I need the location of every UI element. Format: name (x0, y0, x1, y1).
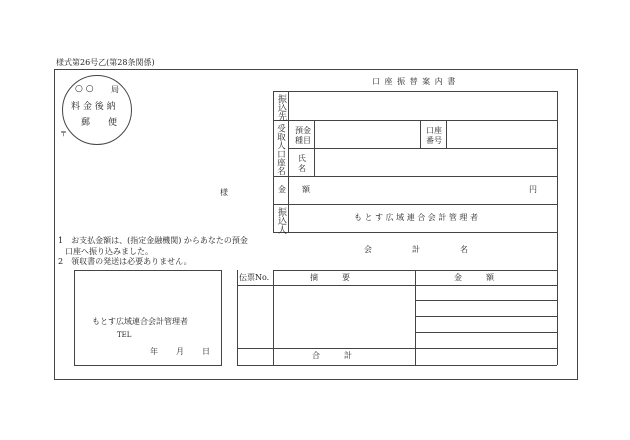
rule-account-number-right (446, 120, 447, 148)
rule-detail-voucher-col (273, 270, 274, 365)
label-koza-bango: 口座番号 (426, 126, 442, 145)
rule-detail-right (557, 270, 558, 365)
label-furikomisaki: 振込先 (276, 94, 286, 121)
label-kingaku: 金 額 (278, 185, 310, 194)
label-furikominin: 振込人 (276, 207, 286, 234)
postmark-stamp (62, 75, 132, 145)
label-yokin-shumoku: 預金種目 (295, 126, 311, 145)
col-summary: 摘 要 (310, 273, 350, 282)
notice-title: 口 座 振 替 案 内 書 (372, 77, 457, 86)
rule-notice-left (273, 91, 274, 232)
postmark-post: 郵 便 (81, 118, 118, 128)
rule-sub-label-col (314, 120, 315, 176)
rule-notice-top (273, 91, 557, 92)
rule-notice-right (557, 91, 558, 270)
label-uketorinin: 受取人口座名 (275, 124, 286, 175)
date-day: 日 (202, 347, 210, 356)
sender-tel: TEL (117, 331, 132, 339)
accounting-kei: 計 (412, 245, 420, 254)
rule-notice-3 (273, 176, 557, 177)
note-2: 2 領収書の発送は必要ありません。 (58, 257, 192, 266)
form-reference: 様式第26号乙(第28条関係) (56, 58, 155, 67)
postmark-kyoku: 局 (111, 85, 119, 94)
rule-detail-row-3 (415, 332, 557, 333)
rule-detail-total (237, 348, 557, 349)
note-1: 1 お支払金額は、(指定金融機関) からあなたの預金 (58, 236, 248, 245)
rule-notice-4 (273, 204, 557, 205)
rule-notice-label-col (288, 91, 289, 232)
rule-notice-5 (273, 232, 557, 233)
rule-account-number-left (420, 120, 421, 148)
accounting-kai: 会 (364, 245, 372, 254)
rule-detail-header (237, 285, 557, 286)
furikominin-value: も と す 広 域 連 合 会 計 管 理 者 (354, 213, 478, 222)
rule-detail-row-2 (415, 316, 557, 317)
rule-notice-1 (273, 120, 557, 121)
sama-honorific: 様 (220, 188, 228, 197)
sender-name: もとす広域連合会計管理者 (92, 317, 188, 326)
rule-notice-2 (288, 148, 557, 149)
col-voucher-no: 伝票No. (239, 273, 270, 282)
date-year: 年 (150, 347, 158, 356)
date-month: 月 (176, 347, 184, 356)
label-yen: 円 (529, 185, 537, 194)
note-1-cont: 口座へ振り込みました。 (65, 247, 153, 256)
rule-detail-bottom (237, 365, 557, 366)
rule-detail-left (237, 270, 238, 365)
postmark-circles: ○ ○ (75, 84, 94, 94)
total-label: 合 計 (312, 351, 352, 360)
label-shimei: 氏名 (298, 154, 306, 173)
col-amount: 金 額 (454, 273, 494, 282)
rule-detail-amount-col (415, 270, 416, 365)
accounting-mei: 名 (460, 245, 468, 254)
postal-mark: 〒 (60, 130, 67, 138)
rule-detail-row-1 (415, 300, 557, 301)
postmark-fee-paid: 料 金 後 納 (71, 102, 116, 112)
